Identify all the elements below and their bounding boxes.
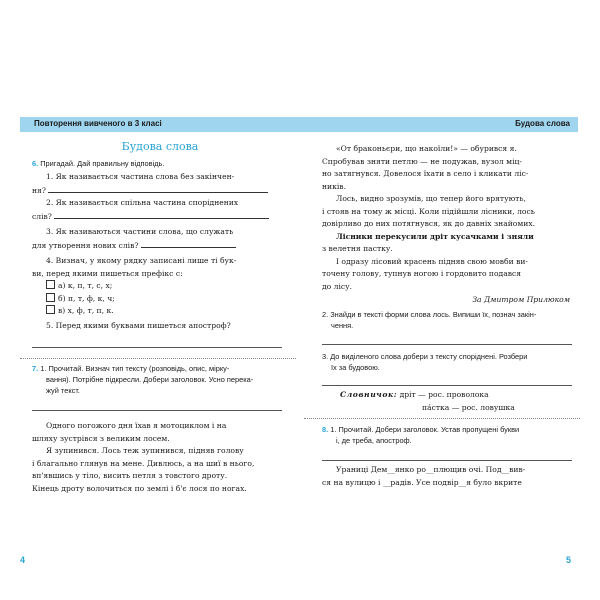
answer-line[interactable]: [141, 239, 236, 248]
dictionary-label: Словничок:: [340, 390, 398, 399]
exercise-6-body: [32, 171, 296, 332]
q5-line: 5. Перед якими буквами пишеться апостроф?: [46, 320, 231, 330]
exercise-6-instruction: 6. Пригадай. Дай правильну відповідь.: [32, 159, 165, 168]
exercise-7-instruction: 7. 1. Прочитай. Визнач тип тексту (розповідь, опис, мірку- вання). Потрібне підкресли. Добери заголовок. Усно перека- жуй текст.: [32, 364, 254, 395]
exercise-8-instruction: 8. 1. Прочитай. Добери заголовок. Устав пропущені букви і, де треба, апостроф.: [322, 425, 520, 445]
task-3: 3. До виділеного слова добери з тексту споріднені. Розбери їх за будовою.: [322, 352, 528, 372]
story-continuation: «От браконьєри, що накоїли!» — обуривcя я. Спробував зняти петлю — не подужав, вузол міц- но затягнувся. Довелося їхати в село і кликати ліс- ників. Лось, видно зрозумів, що тепер його врятують, і стояв на тому ж місці. Коли підійшли лісники, лось довірливо до них потягнувся, як до давніх знайомих. Лісники перекусили дріт кусачками і зняли з велетня пастку. І одразу лісовий красень підняв свою мовби ви- точену голову, тупнув ногою і гордовито подався до лісу.: [322, 144, 536, 291]
dictionary-entry-2: па́стка — рос. ловушка: [422, 402, 515, 412]
q1-line-a: 1. Як називається частина слова без закінчен-: [46, 172, 235, 181]
option-b-checkbox[interactable]: [46, 293, 55, 302]
answer-line[interactable]: [322, 344, 572, 345]
exercise-7-text: Одного погожого дня їхав я мотоциклом і на шляху зустрівся з великим лосем. Я зупинився. Лось теж зупинився, підняв голову і благально глянув на мене. Дивлюсь, а на шиї в нього, вп'явшись у тіло, висить петля з товстого дроту. Кінець дроту волочиться по землі і б'є лося по ногах.: [32, 421, 255, 493]
divider: [20, 358, 296, 359]
q2-line-b: слів?: [32, 210, 296, 224]
option-c-checkbox[interactable]: [46, 305, 55, 314]
q3-line-b: для утворення нових слів?: [32, 239, 296, 253]
answer-line[interactable]: [32, 410, 282, 411]
dictionary-entry-1: дріт — рос. проволока: [399, 390, 489, 399]
answer-line[interactable]: [322, 385, 572, 386]
q4-line-a: 4. Визнач, у якому рядку записані лише ті бук-: [46, 256, 237, 265]
task-2: 2. Знайди в тексті форми слова лось. Випиши їх, познач закін- чення.: [322, 310, 537, 330]
right-header-text: Будова слова: [515, 119, 570, 128]
author-credit: За Дмитром Прилюком: [472, 295, 570, 304]
q3-line-a: 3. Як називаються частини слова, що служать: [46, 227, 234, 236]
answer-line[interactable]: [322, 460, 572, 461]
dictionary-box: [340, 389, 580, 414]
divider: [304, 418, 580, 419]
section-title: Будова слова: [121, 140, 199, 153]
option-a-checkbox[interactable]: [46, 280, 55, 289]
right-running-header: [300, 117, 578, 132]
option-a: а) к, п, т, с, х;: [46, 280, 296, 293]
exercise-8-text: Ураниці Дем__янко ро__плющив очі. Под__вив- ся на вулицю і __радів. Усе подвір__я було вкрите: [322, 465, 526, 487]
right-page: [300, 0, 600, 600]
q2-line-a: 2. Як називається спільна частина споріднених: [46, 198, 239, 207]
left-running-header: [20, 117, 300, 132]
option-b: б) п, т, ф, к, ч;: [46, 293, 296, 306]
page-number-left: 4: [20, 555, 26, 565]
answer-line[interactable]: [32, 347, 282, 348]
left-header-text: Повторення вивченого в 3 класі: [34, 119, 162, 128]
answer-line[interactable]: [54, 210, 269, 219]
q1-line-b: ня?: [32, 184, 296, 198]
option-c: в) х, ф, т, п, к.: [46, 305, 296, 318]
answer-line[interactable]: [48, 184, 268, 193]
page-number-right: 5: [566, 555, 572, 565]
q4-line-b: ви, перед якими пишеться префікс с:: [32, 268, 183, 278]
